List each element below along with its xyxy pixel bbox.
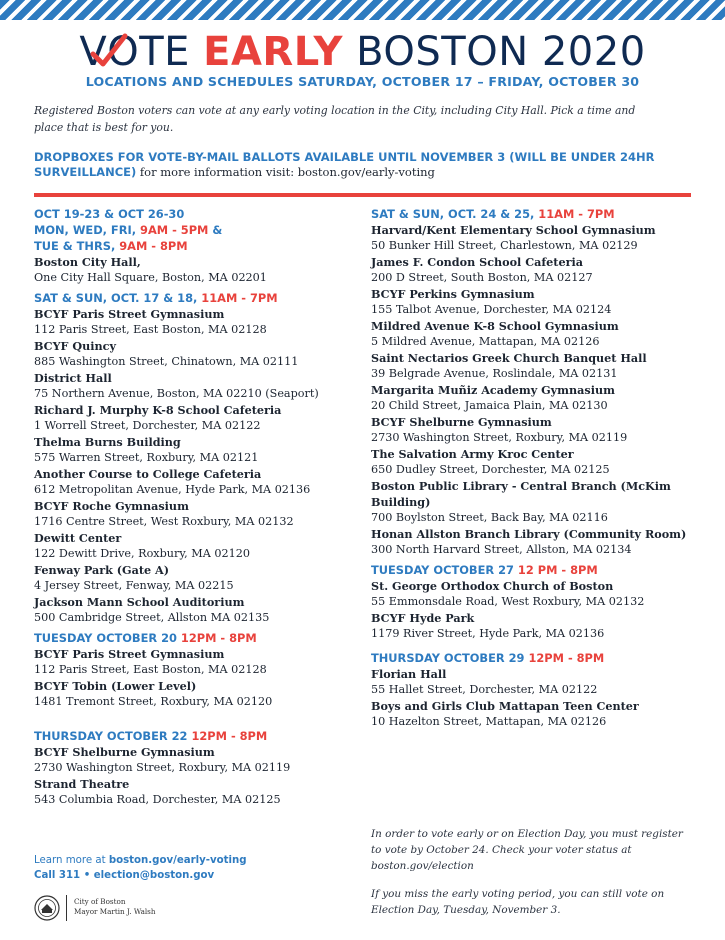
location-address: 155 Talbot Avenue, Dorchester, MA 02124	[371, 303, 612, 316]
page-subtitle: LOCATIONS AND SCHEDULES SATURDAY, OCTOBER 17 – FRIDAY, OCTOBER 30	[85, 74, 640, 89]
location-name: BCYF Hyde Park	[371, 611, 475, 625]
location-address: 885 Washington Street, Chinatown, MA 02111	[34, 355, 299, 368]
location-address: 1 Worrell Street, Dorchester, MA 02122	[34, 419, 261, 432]
location-name: The Salvation Army Kroc Center	[371, 447, 574, 461]
city-name-text	[74, 897, 156, 917]
cityhall-hours-tth	[34, 238, 354, 254]
location-list	[34, 744, 354, 808]
left-column	[34, 206, 354, 808]
section-time: 12PM - 8PM	[191, 729, 268, 743]
title-v-with-check	[79, 28, 107, 76]
location-name: BCYF Paris Street Gymnasium	[34, 647, 225, 661]
location-name: Mildred Avenue K-8 School Gymnasium	[371, 319, 619, 333]
location-address: 75 Northern Avenue, Boston, MA 02210 (Seaport)	[34, 387, 319, 400]
location-name: BCYF Shelburne Gymnasium	[371, 415, 552, 429]
section-date: THURSDAY OCTOBER 22	[34, 729, 192, 743]
location-name: St. George Orthodox Church of Boston	[371, 579, 614, 593]
section-heading	[34, 290, 354, 306]
section-time: 11AM - 7PM	[538, 207, 615, 221]
location-address: 200 D Street, South Boston, MA 02127	[371, 271, 593, 284]
title-early: EARLY	[203, 29, 343, 75]
top-stripe-banner	[0, 0, 725, 20]
cityhall-amp: &	[208, 223, 223, 237]
location-name: BCYF Paris Street Gymnasium	[34, 307, 225, 321]
location-address: 300 North Harvard Street, Allston, MA 02134	[371, 543, 632, 556]
location-name: James F. Condon School Cafeteria	[371, 255, 583, 269]
intro-text: Registered Boston voters can vote at any early voting location in the City, including City Hall. Pick a time and place that is best for you.	[34, 104, 636, 134]
location-name: Florian Hall	[371, 667, 447, 681]
section-heading	[371, 206, 691, 222]
city-seal-icon	[34, 895, 60, 921]
location-address: 1179 River Street, Hyde Park, MA 02136	[371, 627, 605, 640]
missed-note: If you miss the early voting period, you can still vote on Election Day, Tuesday, November 3.	[371, 888, 665, 916]
location-address: 20 Child Street, Jamaica Plain, MA 02130	[371, 399, 608, 412]
location-name: Boys and Girls Club Mattapan Teen Center	[371, 699, 639, 713]
location-list	[371, 666, 691, 730]
section-date: SAT & SUN, OCT. 17 & 18,	[34, 291, 202, 305]
location-name: Another Course to College Cafeteria	[34, 467, 262, 481]
location-name: BCYF Shelburne Gymnasium	[34, 745, 215, 759]
location-list	[34, 646, 354, 710]
contact-line: Call 311 • election@boston.gov	[34, 870, 215, 881]
checkmark-icon	[83, 30, 129, 76]
location-address: 700 Boylston Street, Back Bay, MA 02116	[371, 511, 608, 524]
learn-more-line	[34, 853, 334, 868]
location-address: 5 Mildred Avenue, Mattapan, MA 02126	[371, 335, 600, 348]
register-note: In order to vote early or on Election Day, you must register to vote by October 24. Check your voter status at boston.gov/election	[371, 828, 683, 872]
cityhall-hours-mwf	[34, 222, 354, 238]
cityhall-days-mwf: MON, WED, FRI,	[34, 223, 141, 237]
location-address: 112 Paris Street, East Boston, MA 02128	[34, 663, 267, 676]
red-divider	[34, 193, 691, 197]
location-name: Fenway Park (Gate A)	[34, 563, 170, 577]
location-address: 55 Hallet Street, Dorchester, MA 02122	[371, 683, 598, 696]
location-address: 4 Jersey Street, Fenway, MA 02215	[34, 579, 234, 592]
city-line-2: Mayor Martin J. Walsh	[74, 907, 156, 916]
section-heading	[34, 728, 354, 744]
voting-notes	[371, 826, 696, 930]
section-time: 12 PM - 8PM	[517, 563, 598, 577]
location-name: Strand Theatre	[34, 777, 130, 791]
title-boston-2020: BOSTON 2020	[356, 29, 646, 75]
section-date: TUESDAY OCTOBER 27	[371, 563, 518, 577]
section-date: SAT & SUN, OCT. 24 & 25,	[371, 207, 539, 221]
location-name: Boston Public Library - Central Branch (McKim Building)	[371, 479, 671, 509]
location-address: 112 Paris Street, East Boston, MA 02128	[34, 323, 267, 336]
right-column	[371, 206, 691, 730]
learn-more-prefix: Learn more at	[34, 855, 109, 866]
section-time: 12PM - 8PM	[180, 631, 257, 645]
learn-more-link[interactable]: boston.gov/early-voting	[108, 855, 247, 866]
location-name: Boston City Hall,	[34, 255, 141, 269]
section-heading	[371, 562, 691, 578]
section-time: 11AM - 7PM	[201, 291, 278, 305]
location-name: BCYF Perkins Gymnasium	[371, 287, 535, 301]
location-address: 10 Hazelton Street, Mattapan, MA 02126	[371, 715, 607, 728]
title-letter-v: V	[79, 29, 108, 75]
location-address: 543 Columbia Road, Dorchester, MA 02125	[34, 793, 281, 806]
location-name: Saint Nectarios Greek Church Banquet Hall	[371, 351, 647, 365]
location-address: 50 Bunker Hill Street, Charlestown, MA 02129	[371, 239, 638, 252]
location-address: 575 Warren Street, Roxbury, MA 02121	[34, 451, 259, 464]
location-name: BCYF Roche Gymnasium	[34, 499, 189, 513]
section-heading	[371, 650, 691, 666]
location-name: District Hall	[34, 371, 112, 385]
location-address: 39 Belgrade Avenue, Roslindale, MA 02131	[371, 367, 618, 380]
location-list	[34, 306, 354, 626]
cityhall-days-tth: TUE & THRS,	[34, 239, 120, 253]
section-heading	[34, 630, 354, 646]
learn-more	[34, 853, 334, 883]
section-date: THURSDAY OCTOBER 29	[371, 651, 529, 665]
location-address: 122 Dewitt Drive, Roxbury, MA 02120	[34, 547, 250, 560]
location-address: 500 Cambridge Street, Allston MA 02135	[34, 611, 270, 624]
section-time: 12PM - 8PM	[528, 651, 605, 665]
cityhall-dates: OCT 19-23 & OCT 26-30	[34, 207, 185, 221]
location-name: Thelma Burns Building	[34, 435, 181, 449]
location-address: 2730 Washington Street, Roxbury, MA 02119	[34, 761, 291, 774]
location-name: Jackson Mann School Auditorium	[34, 595, 245, 609]
location-name: BCYF Quincy	[34, 339, 116, 353]
title-ote: OTE	[107, 29, 190, 75]
city-of-boston-logo	[34, 893, 234, 923]
cityhall-time-tth: 9AM - 8PM	[119, 239, 188, 253]
logo-divider	[66, 895, 67, 921]
page-title	[0, 28, 725, 76]
location-list	[371, 578, 691, 642]
dropbox-heading: DROPBOXES FOR VOTE-BY-MAIL BALLOTS AVAILABLE UNTIL NOVEMBER 3 (WILL BE UNDER 24HR SURVEILLANCE)	[34, 150, 655, 179]
location-address: 55 Emmonsdale Road, West Roxbury, MA 02132	[371, 595, 645, 608]
location-name: Harvard/Kent Elementary School Gymnasium	[371, 223, 656, 237]
section-date: TUESDAY OCTOBER 20	[34, 631, 181, 645]
city-line-1: City of Boston	[74, 897, 126, 906]
dropbox-more-info: for more information visit: boston.gov/early-voting	[136, 165, 435, 179]
location-name: Dewitt Center	[34, 531, 122, 545]
location-name: BCYF Tobin (Lower Level)	[34, 679, 197, 693]
location-name: Honan Allston Branch Library (Community Room)	[371, 527, 687, 541]
location-name: Richard J. Murphy K-8 School Cafeteria	[34, 403, 282, 417]
dropbox-notice	[34, 150, 674, 180]
location-address: 1481 Tremont Street, Roxbury, MA 02120	[34, 695, 273, 708]
location-address: One City Hall Square, Boston, MA 02201	[34, 271, 267, 284]
location-address: 650 Dudley Street, Dorchester, MA 02125	[371, 463, 610, 476]
location-address: 1716 Centre Street, West Roxbury, MA 02132	[34, 515, 294, 528]
location-list	[371, 222, 691, 558]
location-name: Margarita Muñiz Academy Gymnasium	[371, 383, 615, 397]
location-address: 2730 Washington Street, Roxbury, MA 02119	[371, 431, 628, 444]
location-address: 612 Metropolitan Avenue, Hyde Park, MA 02136	[34, 483, 311, 496]
cityhall-time-mwf: 9AM - 5PM	[140, 223, 209, 237]
